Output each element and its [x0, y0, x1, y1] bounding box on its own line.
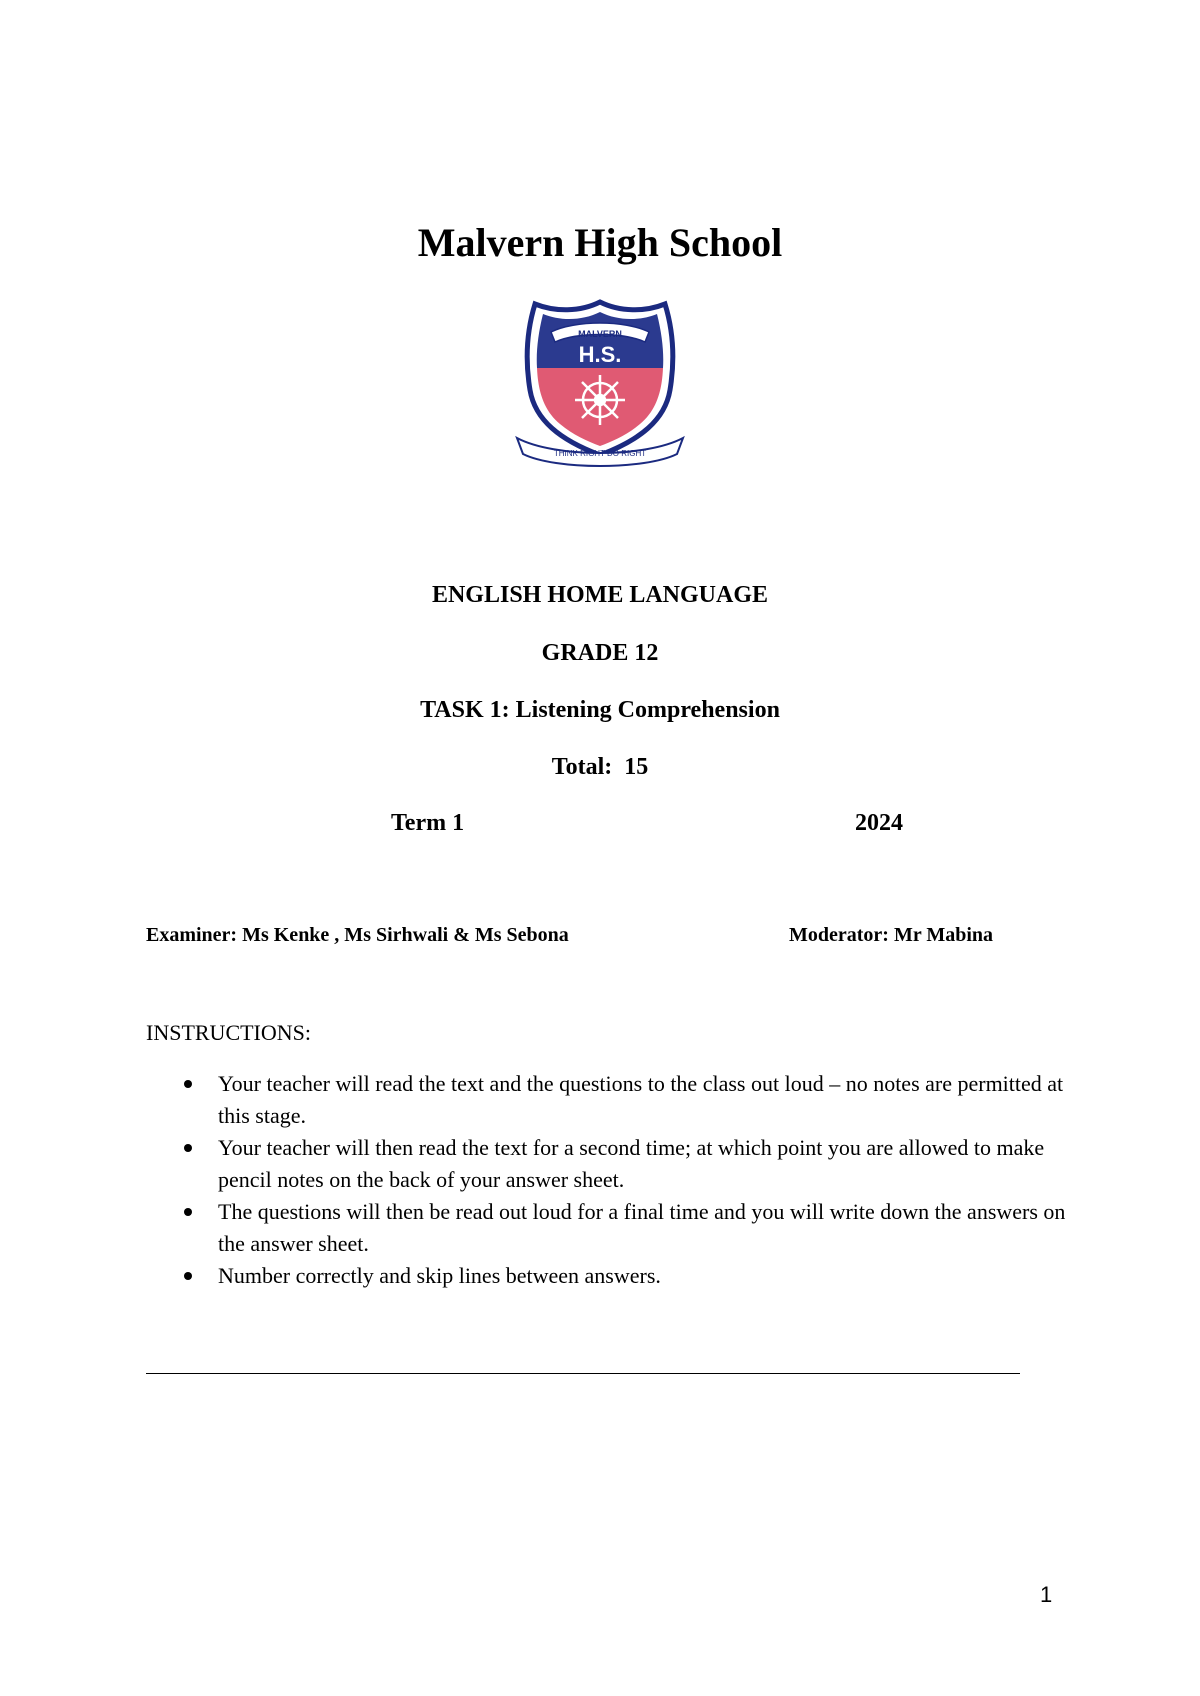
school-crest-logo — [505, 290, 695, 475]
crest-banner-text: MALVERN — [578, 329, 622, 339]
instructions-list — [146, 1068, 1066, 1292]
instructions-heading: INSTRUCTIONS: — [146, 1020, 312, 1045]
total-marks: Total: 15 — [551, 754, 649, 780]
year-label: 2024 — [855, 810, 903, 836]
instruction-item — [146, 1068, 1066, 1132]
page-number: 1 — [1040, 1582, 1053, 1607]
crest-initials: H.S. — [578, 342, 622, 367]
crest-shield-graphic — [505, 290, 695, 475]
instruction-item — [146, 1260, 1066, 1292]
instruction-text: Number correctly and skip lines between answers. — [218, 1263, 661, 1288]
crest-motto: THINK RIGHT DO RIGHT — [553, 449, 647, 458]
grade-heading: GRADE 12 — [541, 640, 659, 666]
instruction-item — [146, 1196, 1066, 1260]
bullet-icon — [184, 1080, 192, 1088]
bullet-icon — [184, 1144, 192, 1152]
horizontal-divider — [146, 1373, 1020, 1374]
examiner-line: Examiner: Ms Kenke , Ms Sirhwali & Ms Sebona — [146, 924, 569, 946]
instruction-text: The questions will then be read out loud for a final time and you will write down the answers on the answer sheet. — [218, 1199, 1066, 1256]
instruction-text: Your teacher will read the text and the questions to the class out loud – no notes are permitted at this stage. — [218, 1071, 1064, 1128]
ship-wheel-icon — [575, 375, 625, 425]
bullet-icon — [184, 1208, 192, 1216]
task-heading: TASK 1: Listening Comprehension — [420, 697, 780, 723]
term-label: Term 1 — [391, 810, 465, 836]
school-title: Malvern High School — [417, 220, 783, 265]
instruction-item — [146, 1132, 1066, 1196]
instruction-text: Your teacher will then read the text for a second time; at which point you are allowed to make pencil notes on the back of your answer sheet. — [218, 1135, 1045, 1192]
subject-heading: ENGLISH HOME LANGUAGE — [431, 582, 769, 608]
bullet-icon — [184, 1272, 192, 1280]
moderator-line: Moderator: Mr Mabina — [789, 924, 994, 946]
